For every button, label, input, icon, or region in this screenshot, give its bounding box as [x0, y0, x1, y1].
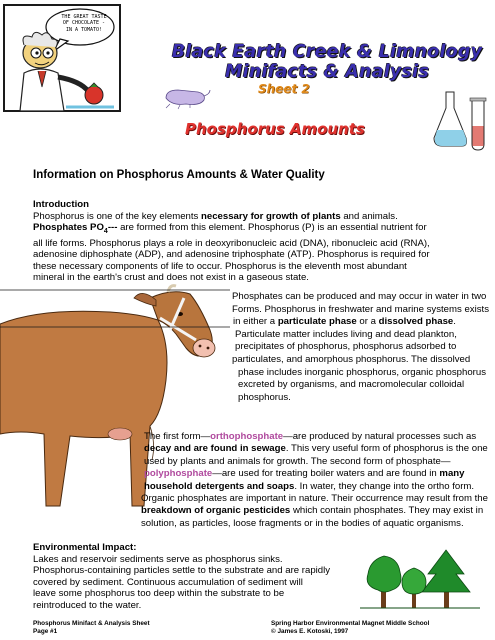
- forms-line-7: breakdown of organic pesticides which contain phosphates. They may exist in: [141, 505, 484, 517]
- footer-page-number: Page #1: [33, 628, 58, 635]
- phosphates-line-2: Forms. Phosphorus in freshwater and marine systems exists: [232, 303, 489, 315]
- forms-line-2: decay and are found in sewage. This very useful form of phosphorus is the one: [144, 443, 488, 455]
- impact-line-2: Phosphorus-containing particles settle to the substrate and are rapidly: [33, 565, 331, 577]
- bubble-line-1: THE GREAT TASTE: [61, 14, 107, 20]
- forms-line-1: The first form—orthophosphate—are produced by natural processes such as: [144, 431, 477, 442]
- intro-section: [33, 199, 473, 284]
- intro-line-2: Phosphates $PO_4---$ are formed from this element. Phosphorus (P) is an essential nutrient for: [33, 222, 427, 236]
- intro-line-6: mineral in the earth's crust and does not exist in a gaseous state.: [33, 272, 309, 284]
- forms-line-5: household detergents and soaps. In water, they change into the ortho form.: [144, 480, 475, 492]
- microbe-icon: [160, 82, 212, 110]
- sheet-number: Sheet 2: [258, 82, 310, 96]
- page-header-title: [162, 42, 492, 82]
- phosphates-line-3: in either a particulate phase or a dissolved phase.: [233, 316, 456, 328]
- intro-line-3: all life forms. Phosphorus plays a role in deoxyribonucleic acid (DNA), ribonucleic acid (RNA),: [33, 237, 430, 249]
- cartoon-bubble-text: [52, 14, 116, 33]
- lab-flasks-icon: [432, 86, 494, 156]
- impact-line-1: Lakes and reservoir sediments serve as phosphorus sinks.: [33, 553, 283, 565]
- footer-right: [271, 620, 429, 636]
- forms-line-4: polyphosphate—are used for treating boiler waters and are found in many: [144, 468, 465, 480]
- phosphates-paragraph: [232, 291, 494, 404]
- bubble-line-3: IN A TOMATO!: [65, 26, 103, 33]
- page-subtitle: Phosphorus Amounts: [185, 120, 365, 138]
- forms-line-3: used by plants and animals for growth. The second form of phosphate—: [144, 455, 451, 467]
- intro-title: Introduction: [33, 199, 89, 210]
- phosphates-line-7: phase includes inorganic phosphorus, organic phosphorus: [238, 366, 487, 378]
- bubble-line-2: OF CHOCOLATE -: [62, 20, 106, 27]
- forms-line-8: solution, as particles, loose fragments or in the bodies of aquatic organisms.: [141, 517, 464, 529]
- trees-icon: [360, 546, 480, 612]
- intro-line-1: Phosphorus is one of the key elements necessary for growth of plants and animals.: [33, 210, 398, 222]
- phosphates-line-8: excreted by organisms, and macromolecular colloidal: [238, 379, 465, 391]
- impact-section: [33, 542, 373, 612]
- phosphates-line-4: Particulate matter includes living and dead plankton,: [235, 328, 457, 340]
- footer-left: [33, 620, 150, 636]
- impact-line-5: reintroduced to the water.: [33, 599, 142, 611]
- title-line-2: Minifacts & Analysis: [225, 62, 429, 82]
- title-line-1: Black Earth Creek & Limnology: [171, 42, 483, 62]
- forms-paragraph: [141, 431, 494, 530]
- intro-line-4: adenosine diphosphate (ADP), and adenosine triphosphate (ATP). Phosphorus is required for: [33, 249, 430, 261]
- intro-line-5: these necessary components of life to occur. Phosphorus is the eleventh most abundant: [33, 260, 407, 272]
- impact-line-4: leave some phosphorus too deep within the substrate to be: [33, 588, 285, 600]
- footer-school: Spring Harbor Environmental Magnet Middle School: [271, 620, 430, 627]
- forms-line-6: Organic phosphates are important in nature. Their occurrence may result from the: [141, 493, 488, 505]
- phosphates-line-1: Phosphates can be produced and may occur in water in two: [232, 291, 487, 302]
- impact-title: Environmental Impact:: [33, 542, 137, 553]
- phosphates-line-9: phosphorus.: [238, 391, 291, 403]
- phosphates-line-6: particulates, and amorphous phosphorus. The dissolved: [232, 353, 471, 365]
- phosphates-line-5: precipitates of phosphorus, phosphorus adsorbed to: [235, 341, 457, 353]
- section-heading: Information on Phosphorus Amounts & Water Quality: [33, 169, 325, 181]
- footer-sheet-name: Phosphorus Minifact & Analysis Sheet: [33, 620, 150, 627]
- impact-line-3: covered by sediment. Continuous accumulation of sediment will: [33, 576, 303, 588]
- footer-copyright: © James E. Kotoski, 1997: [271, 628, 349, 635]
